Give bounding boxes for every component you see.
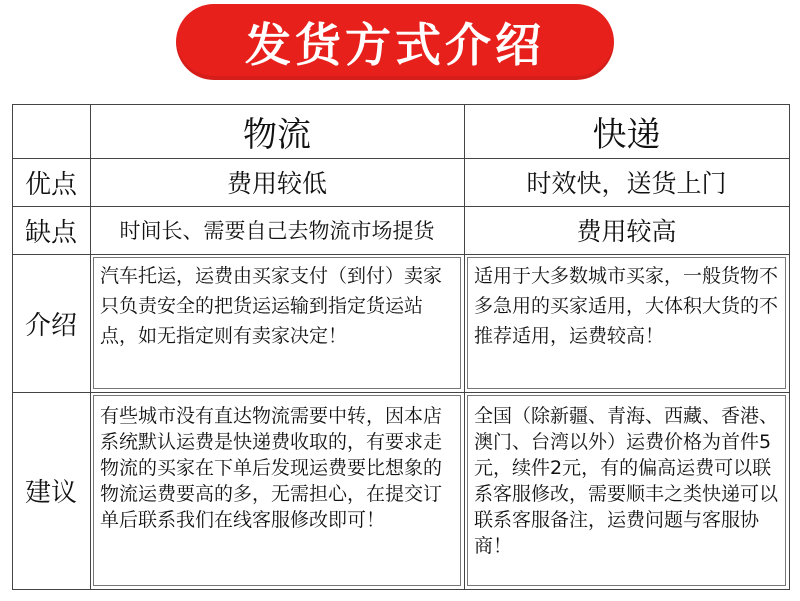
express-suggestion: 全国（除新疆、青海、西藏、香港、澳门、台湾以外）运费价格为首件5元，续件2元，有的偏高运费可以联系客服修改，需要顺丰之类快递可以联系客服备注，运费问题与客服协商！ xyxy=(474,405,779,557)
column-header-express: 快递 xyxy=(592,114,661,155)
page-title: 发货方式介绍 xyxy=(245,18,545,72)
express-intro: 适用于大多数城市买家，一般货物不多急用的买家适用，大体积大货的不推荐适用，运费较高！ xyxy=(474,265,779,347)
row-label-advantage: 优点 xyxy=(24,169,77,200)
grid-line xyxy=(12,254,789,255)
logistics-disadvantage: 时间长、需要自己去物流市场提货 xyxy=(119,219,435,243)
row-label-suggestion: 建议 xyxy=(24,478,77,508)
logistics-suggestion: 有些城市没有直达物流需要中转，因本店系统默认运费是快递费收取的，有要求走物流的买家在下单后发现运费要比想象的物流运费要高的多，无需担心，在提交订单后联系我们在线客服修改即可！ xyxy=(100,405,443,531)
grid-line xyxy=(789,104,790,590)
express-disadvantage: 费用较高 xyxy=(576,217,677,246)
express-advantage: 时效快，送货上门 xyxy=(526,169,727,198)
logistics-intro: 汽车托运，运费由买家支付（到付）卖家只负责安全的把货运运输到指定货运站点，如无指定则有卖家决定！ xyxy=(100,265,443,347)
column-header-logistics: 物流 xyxy=(243,114,311,155)
grid-line xyxy=(12,392,789,393)
logistics-advantage: 费用较低 xyxy=(226,169,327,198)
row-label-disadvantage: 缺点 xyxy=(24,217,77,248)
row-label-intro: 介绍 xyxy=(24,310,77,341)
grid-line xyxy=(12,589,789,590)
